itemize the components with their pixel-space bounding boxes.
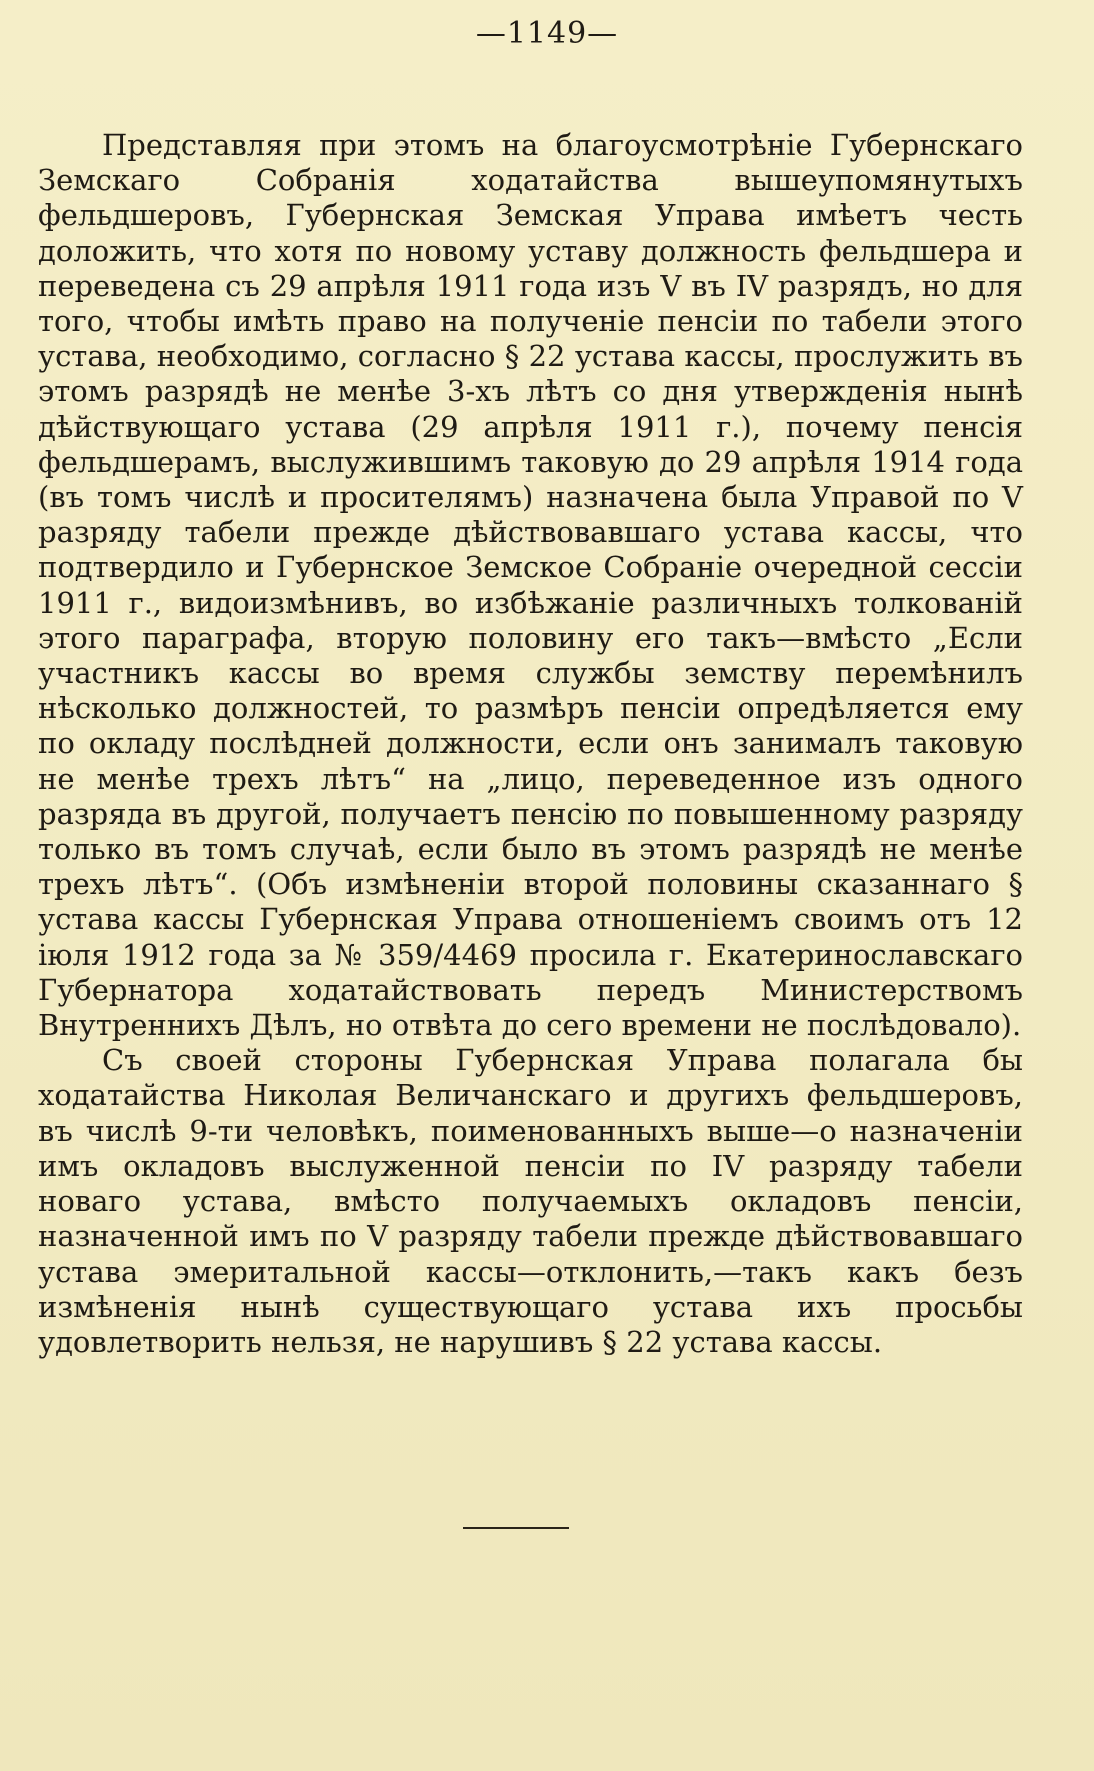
body-text [38,128,1023,1360]
closing-rule [463,1527,569,1529]
page-number: —1149— [475,16,619,51]
paragraph-2: Съ своей стороны Губернская Управа полагала бы ходатайства Николая Величанскаго и другихъ фельдшеровъ, въ числѣ 9-ти человѣкъ, поименованныхъ выше—о назначеніи имъ окладовъ выслуженной пенсіи по IV разряду табели новаго устава, вмѣсто получаемыхъ окладовъ пенсіи, назначенной имъ по V разряду табели прежде дѣйствовавшаго устава эмеритальной кассы—отклонить,—такъ какъ безъ измѣненія нынѣ существующаго устава ихъ просьбы удовлетворить нельзя, не нарушивъ § 22 устава кассы. [38,1043,1023,1359]
paragraph-1: Представляя при этомъ на благоусмотрѣніе Губернскаго Земскаго Собранія ходатайства вышеупомянутыхъ фельдшеровъ, Губернская Земская Управа имѣетъ честь доложить, что хотя по новому уставу должность фельдшера и переведена съ 29 апрѣля 1911 года изъ V въ IV разрядъ, но для того, чтобы имѣть право на полученіе пенсіи по табели этого устава, необходимо, согласно § 22 устава кассы, прослужить въ этомъ разрядѣ не менѣе 3-хъ лѣтъ со дня утвержденія нынѣ дѣйствующаго устава (29 апрѣля 1911 г.), почему пенсія фельдшерамъ, выслужившимъ таковую до 29 апрѣля 1914 года (въ томъ числѣ и просителямъ) назначена была Управой по V разряду табели прежде дѣйствовавшаго устава кассы, что подтвердило и Губернское Земское Собраніе очередной сессіи 1911 г., видоизмѣнивъ, во избѣжаніе различныхъ толкованій этого параграфа, вторую половину его такъ—вмѣсто „Если участникъ кассы во время службы земству перемѣнилъ нѣсколько должностей, то размѣръ пенсіи опредѣляется ему по окладу послѣдней должности, если онъ занималъ таковую не менѣе трехъ лѣтъ“ на „лицо, переведенное изъ одного разряда въ другой, получаетъ пенсію по повышенному разряду только въ томъ случаѣ, если было въ этомъ разрядѣ не менѣе трехъ лѣтъ“. (Объ измѣненіи второй половины сказаннаго § устава кассы Губернская Управа отношеніемъ своимъ отъ 12 іюля 1912 года за № 359/4469 просила г. Екатеринославскаго Губернатора ходатайствовать передъ Министерствомъ Внутреннихъ Дѣлъ, но отвѣта до сего времени не послѣдовало). [38,128,1023,1043]
